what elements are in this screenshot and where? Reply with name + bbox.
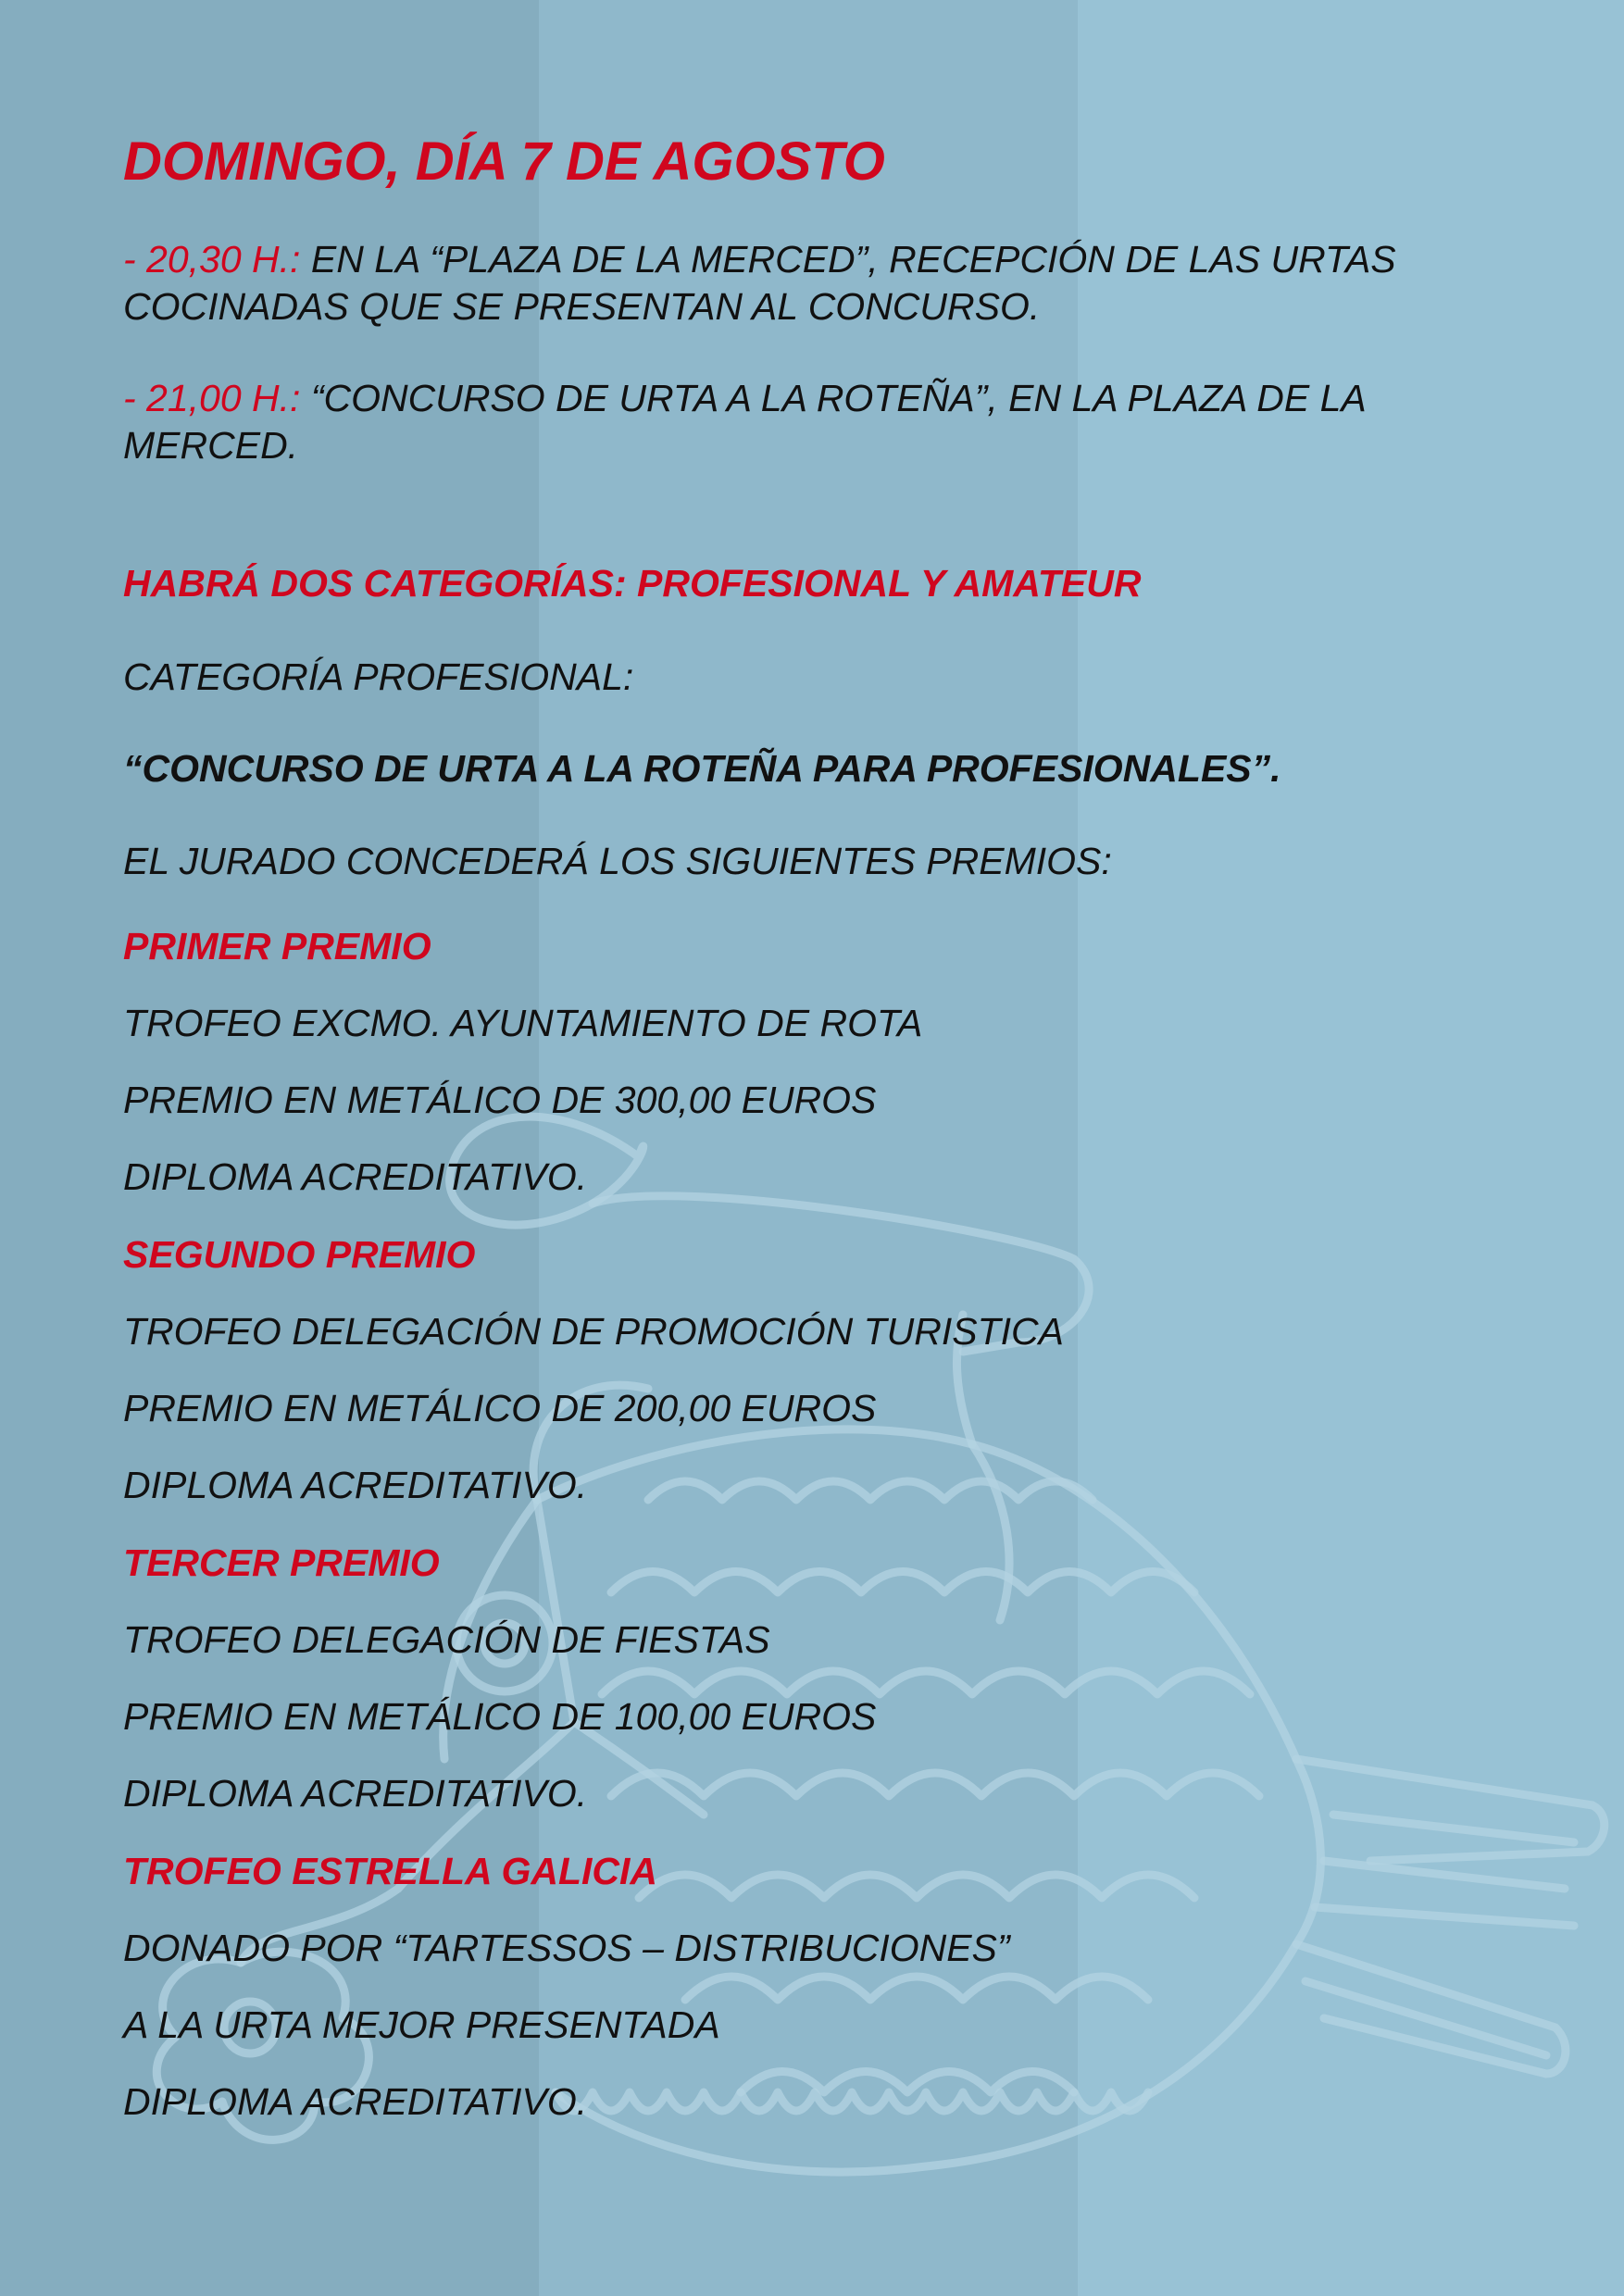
prize-4-line-3: DIPLOMA ACREDITATIVO.	[123, 2080, 588, 2123]
page-title: DOMINGO, DÍA 7 DE AGOSTO	[123, 131, 885, 192]
prize-3-line-3: DIPLOMA ACREDITATIVO.	[123, 1772, 588, 1815]
prize-3-title: TERCER PREMIO	[123, 1541, 440, 1584]
schedule-item-2-line-1	[123, 375, 1367, 421]
categories-heading: HABRÁ DOS CATEGORÍAS: PROFESIONAL Y AMATEUR	[123, 562, 1142, 605]
prize-4-title: TROFEO ESTRELLA GALICIA	[123, 1850, 658, 1892]
schedule-item-2-time: - 21,00 H.:	[123, 377, 301, 419]
prize-1-title: PRIMER PREMIO	[123, 925, 431, 967]
category-label: CATEGORÍA PROFESIONAL:	[123, 655, 634, 698]
schedule-item-2-line-2: MERCED.	[123, 424, 299, 467]
prize-3-line-2: PREMIO EN METÁLICO DE 100,00 EUROS	[123, 1695, 877, 1738]
prize-2-title: SEGUNDO PREMIO	[123, 1233, 476, 1276]
prize-1-line-3: DIPLOMA ACREDITATIVO.	[123, 1155, 588, 1198]
jury-text: EL JURADO CONCEDERÁ LOS SIGUIENTES PREMIOS:	[123, 840, 1112, 882]
prize-2-line-3: DIPLOMA ACREDITATIVO.	[123, 1464, 588, 1506]
contest-name: “CONCURSO DE URTA A LA ROTEÑA PARA PROFESIONALES”.	[123, 747, 1281, 790]
prize-2-line-1: TROFEO DELEGACIÓN DE PROMOCIÓN TURISTICA	[123, 1310, 1064, 1353]
prize-4-line-1: DONADO POR “TARTESSOS – DISTRIBUCIONES”	[123, 1927, 1010, 1969]
schedule-item-1-text: EN LA “PLAZA DE LA MERCED”, RECEPCIÓN DE LAS URTAS	[310, 238, 1396, 281]
schedule-item-1-time: - 20,30 H.:	[123, 238, 301, 281]
schedule-item-1-line-1	[123, 236, 1396, 282]
prize-1-line-2: PREMIO EN METÁLICO DE 300,00 EUROS	[123, 1079, 877, 1121]
prize-1-line-1: TROFEO EXCMO. AYUNTAMIENTO DE ROTA	[123, 1002, 923, 1044]
schedule-item-2-text: “CONCURSO DE URTA A LA ROTEÑA”, EN LA PLAZA DE LA	[310, 377, 1367, 419]
prize-3-line-1: TROFEO DELEGACIÓN DE FIESTAS	[123, 1618, 770, 1661]
prize-4-line-2: A LA URTA MEJOR PRESENTADA	[123, 2003, 720, 2046]
schedule-item-1-line-2: COCINADAS QUE SE PRESENTAN AL CONCURSO.	[123, 285, 1041, 328]
prize-2-line-2: PREMIO EN METÁLICO DE 200,00 EUROS	[123, 1387, 877, 1429]
